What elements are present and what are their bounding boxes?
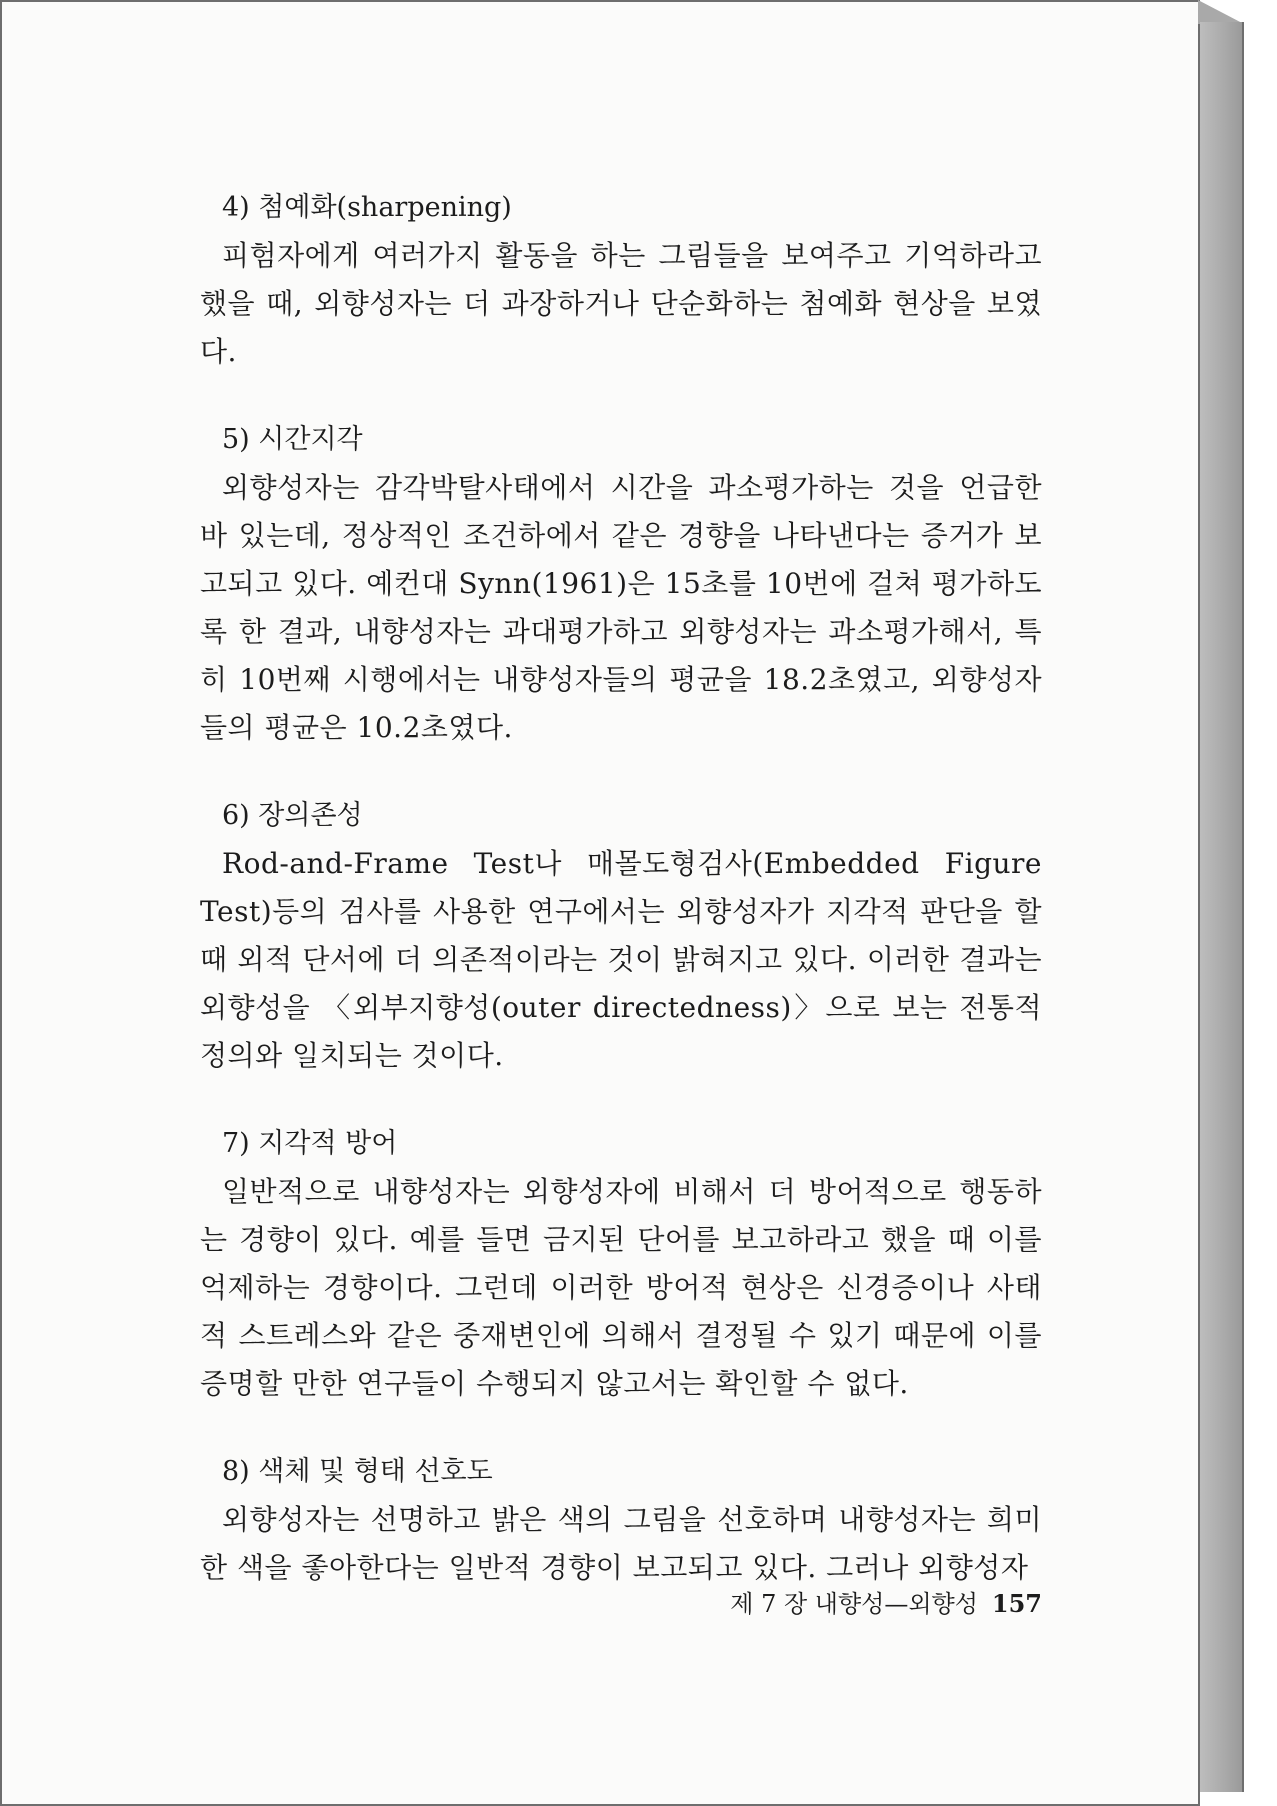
section-heading: 7) 지각적 방어: [222, 1128, 398, 1159]
section-paragraph: Rod-and-Frame Test나 매몰도형검사(Embedded Figure Test)등의 검사를 사용한 연구에서는 외향성자가 지각적 판단을 할 때 외적 단서에 더 의존적이라는 것이 밝혀지고 있다. 이러한 결과는 외향성을 〈외부지향성(outer directedness)〉으로 보는 전통적 정의와 일치되는 것이다.: [200, 847, 1042, 1072]
section-paragraph: 피험자에게 여러가지 활동을 하는 그림들을 보여주고 기억하라고 했을 때, 외향성자는 더 과장하거나 단순화하는 첨예화 현상을 보였다.: [200, 239, 1042, 368]
section-sharpening: [200, 188, 1042, 376]
section-color-form-preference: [200, 1452, 1042, 1592]
section-heading: 8) 색체 및 형태 선호도: [222, 1456, 493, 1487]
section-paragraph: 일반적으로 내향성자는 외향성자에 비해서 더 방어적으로 행동하는 경향이 있다. 예를 들면 금지된 단어를 보고하라고 했을 때 이를 억제하는 경향이다. 그런데 이러한 방어적 현상은 신경증이나 사태적 스트레스와 같은 중재변인에 의해서 결정될 수 있기 때문에 이를 증명할 만한 연구들이 수행되지 않고서는 확인할 수 없다.: [200, 1175, 1042, 1400]
section-heading: 5) 시간지각: [222, 424, 363, 455]
section-heading: 6) 장의존성: [222, 800, 363, 831]
page-stack-edge: [1200, 22, 1244, 1792]
page-stack-corner: [1198, 0, 1244, 24]
section-heading: 4) 첨예화(sharpening): [222, 192, 512, 223]
page-number: 157: [991, 1589, 1042, 1618]
chapter-title: 제 7 장 내향성—외향성: [730, 1590, 978, 1618]
section-time-perception: [200, 420, 1042, 752]
page-footer: [702, 1587, 1042, 1621]
section-perceptual-defense: [200, 1124, 1042, 1408]
page-content: [200, 188, 1042, 1636]
section-paragraph: 외향성자는 선명하고 밝은 색의 그림을 선호하며 내향성자는 희미한 색을 좋아한다는 일반적 경향이 보고되고 있다. 그러나 외향성자: [200, 1503, 1042, 1584]
section-field-dependence: [200, 796, 1042, 1080]
section-paragraph: 외향성자는 감각박탈사태에서 시간을 과소평가하는 것을 언급한 바 있는데, 정상적인 조건하에서 같은 경향을 나타낸다는 증거가 보고되고 있다. 예컨대 Synn(1961)은 15초를 10번에 걸쳐 평가하도록 한 결과, 내향성자는 과대평가하고 외향성자는 과소평가해서, 특히 10번째 시행에서는 내향성자들의 평균을 18.2초였고, 외향성자들의 평균은 10.2초였다.: [200, 471, 1043, 744]
